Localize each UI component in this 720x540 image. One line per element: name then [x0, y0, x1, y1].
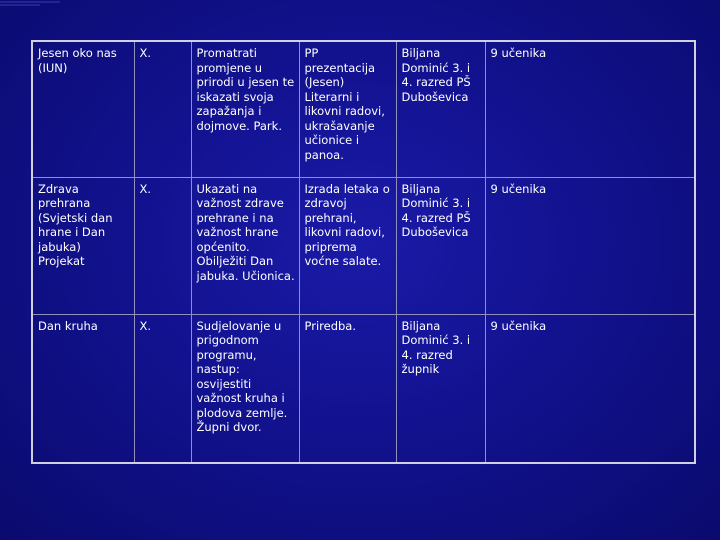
month-cell: X. [134, 177, 191, 314]
activities-cell: Priredba. [299, 314, 396, 463]
table-row [32, 41, 695, 177]
topic-cell: Jesen oko nas (IUN) [32, 41, 134, 177]
participants-cell: 9 učenika [485, 41, 695, 177]
goals-cell: Promatrati promjene u prirodi u jesen te iskazati svoja zapažanja i dojmove. Park. [191, 41, 299, 177]
participants-cell: 9 učenika [485, 177, 695, 314]
month-cell: X. [134, 314, 191, 463]
carriers-cell: Biljana Dominić 3. i 4. razred župnik [396, 314, 485, 463]
activities-cell: Izrada letaka o zdravoj prehrani, likovni radovi, priprema voćne salate. [299, 177, 396, 314]
carriers-cell: Biljana Dominić 3. i 4. razred PŠ Duboševica [396, 41, 485, 177]
table-row [32, 177, 695, 314]
topic-cell: Dan kruha [32, 314, 134, 463]
topic-cell: Zdrava prehrana (Svjetski dan hrane i Dan jabuka) Projekat [32, 177, 134, 314]
slide-corner-marks [0, 0, 80, 10]
goals-cell: Sudjelovanje u prigodnom programu, nastup: osvijestiti važnost kruha i plodova zemlje. Župni dvor. [191, 314, 299, 463]
goals-cell: Ukazati na važnost zdrave prehrane i na važnost hrane općenito. Obilježiti Dan jabuka. Učionica. [191, 177, 299, 314]
carriers-cell: Biljana Dominić 3. i 4. razred PŠ Duboševica [396, 177, 485, 314]
activity-plan-table [31, 40, 696, 464]
table-row [32, 314, 695, 463]
participants-cell: 9 učenika [485, 314, 695, 463]
activities-cell: PP prezentacija (Jesen) Literarni i likovni radovi, ukrašavanje učionice i panoa. [299, 41, 396, 177]
month-cell: X. [134, 41, 191, 177]
